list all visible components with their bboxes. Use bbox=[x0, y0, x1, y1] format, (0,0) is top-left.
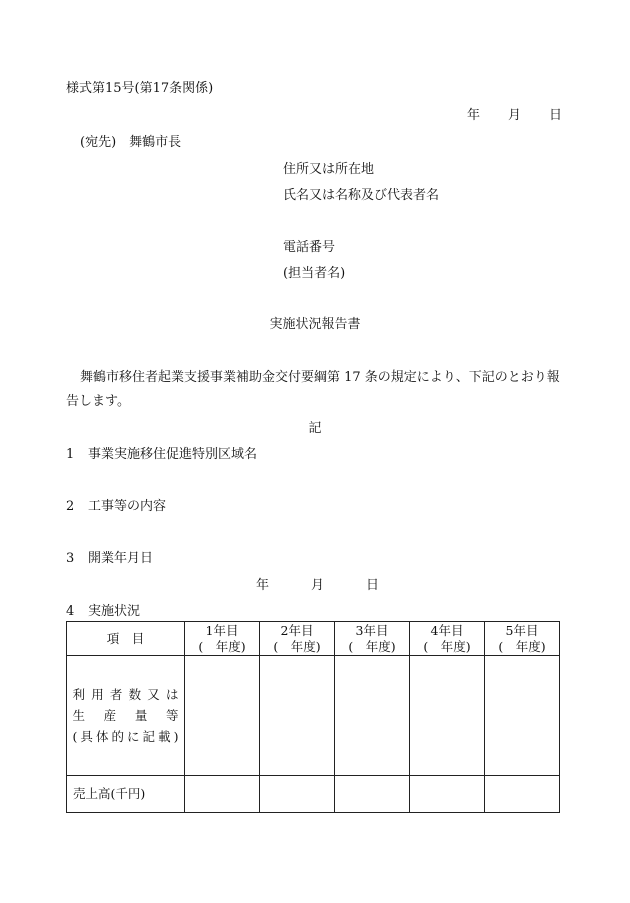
ki-marker: 記 bbox=[308, 421, 322, 436]
opening-month: 月 bbox=[311, 578, 325, 593]
item-work-content bbox=[66, 495, 166, 514]
users-year-4-cell[interactable] bbox=[410, 656, 485, 776]
contact-person-label: (担当者名) bbox=[283, 266, 346, 281]
table-row-users bbox=[67, 656, 560, 776]
item-number: 2 bbox=[66, 499, 75, 514]
name-label: 氏名又は名称及び代表者名 bbox=[283, 188, 440, 203]
addressee: (宛先) 舞鶴市長 bbox=[80, 135, 182, 150]
item-status bbox=[66, 600, 140, 619]
year-label: 5年目 bbox=[505, 622, 539, 638]
item-opening-date bbox=[66, 547, 153, 566]
users-label-line2: 生産量等 bbox=[72, 708, 179, 723]
users-label-line1: 利用者数又は bbox=[72, 687, 179, 702]
year-label: 4年目 bbox=[430, 622, 464, 638]
fiscal-year-label: ( 年度) bbox=[423, 638, 471, 654]
table-header-row bbox=[67, 622, 560, 656]
users-row-label bbox=[67, 656, 185, 776]
year-label: 1年目 bbox=[205, 622, 239, 638]
users-label-line3: (具体的に記載) bbox=[72, 729, 179, 744]
users-year-5-cell[interactable] bbox=[485, 656, 560, 776]
year-label: 2年目 bbox=[280, 622, 314, 638]
fiscal-year-label: ( 年度) bbox=[198, 638, 246, 654]
fiscal-year-label: ( 年度) bbox=[273, 638, 321, 654]
opening-date-line bbox=[256, 574, 379, 593]
phone-label: 電話番号 bbox=[283, 240, 336, 255]
sales-year-1-cell[interactable] bbox=[185, 776, 260, 813]
sales-year-5-cell[interactable] bbox=[485, 776, 560, 813]
intro-paragraph: 舞鶴市移住者起業支援事業補助金交付要綱第 17 条の規定により、下記のとおり報告します。 bbox=[66, 370, 560, 409]
status-table bbox=[66, 621, 560, 813]
year-1-header bbox=[185, 622, 260, 656]
opening-year: 年 bbox=[256, 578, 270, 593]
item-column-header: 項 目 bbox=[67, 622, 185, 656]
sales-year-2-cell[interactable] bbox=[260, 776, 335, 813]
address-label: 住所又は所在地 bbox=[283, 162, 375, 177]
date-month: 月 bbox=[507, 108, 521, 123]
item-number: 3 bbox=[66, 551, 75, 566]
applicant-block bbox=[283, 157, 439, 209]
contact-block bbox=[283, 235, 345, 287]
fiscal-year-label: ( 年度) bbox=[348, 638, 396, 654]
document-title: 実施状況報告書 bbox=[269, 317, 361, 332]
date-day: 日 bbox=[548, 108, 562, 123]
item-label: 開業年月日 bbox=[88, 551, 154, 566]
year-2-header bbox=[260, 622, 335, 656]
table-row-sales bbox=[67, 776, 560, 813]
form-number: 様式第15号(第17条関係) bbox=[66, 81, 214, 96]
date-year: 年 bbox=[466, 108, 480, 123]
year-3-header bbox=[335, 622, 410, 656]
item-label: 工事等の内容 bbox=[88, 499, 167, 514]
item-number: 1 bbox=[66, 447, 75, 462]
item-label: 事業実施移住促進特別区域名 bbox=[88, 447, 258, 462]
sales-year-4-cell[interactable] bbox=[410, 776, 485, 813]
users-year-3-cell[interactable] bbox=[335, 656, 410, 776]
year-5-header bbox=[485, 622, 560, 656]
year-label: 3年目 bbox=[355, 622, 389, 638]
item-label: 実施状況 bbox=[88, 604, 141, 619]
sales-year-3-cell[interactable] bbox=[335, 776, 410, 813]
fiscal-year-label: ( 年度) bbox=[498, 638, 546, 654]
item-area-name bbox=[66, 443, 257, 462]
users-year-2-cell[interactable] bbox=[260, 656, 335, 776]
opening-day: 日 bbox=[366, 578, 380, 593]
item-number: 4 bbox=[66, 604, 75, 619]
submission-date bbox=[467, 104, 562, 123]
users-year-1-cell[interactable] bbox=[185, 656, 260, 776]
sales-row-label: 売上高(千円) bbox=[67, 776, 185, 813]
year-4-header bbox=[410, 622, 485, 656]
